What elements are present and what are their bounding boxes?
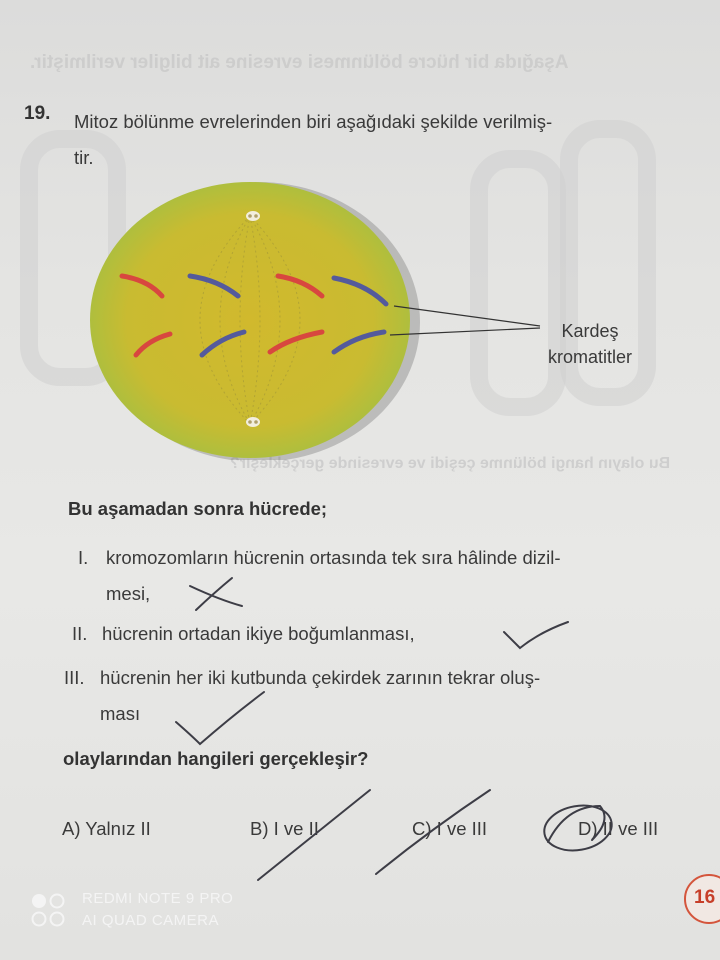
option-c[interactable]: C) I ve III [412, 818, 488, 839]
lead-text: Bu aşamadan sonra hücrede; [68, 498, 328, 519]
statement-text: mesi, [106, 583, 151, 604]
bleed-through-text: Aşağıda bir hücre bölünmesi evresine ait bilgiler verilmiştir. [30, 52, 569, 73]
statement-2 [72, 616, 415, 652]
statement-text: hücrenin her iki kutbunda çekirdek zarının tekrar oluş- [100, 667, 541, 688]
question-text-line: Mitoz bölünme evrelerinden biri aşağıdaki şekilde verilmiş- [74, 111, 553, 132]
question-prompt: olaylarından hangileri gerçekleşir? [63, 748, 369, 769]
check-mark [504, 622, 568, 648]
watermark-line: REDMI NOTE 9 PRO [82, 890, 234, 907]
label-line: Kardeş [561, 321, 619, 341]
statement-text: ması [100, 703, 141, 724]
statement-text: kromozomların hücrenin ortasında tek sıra hâlinde dizil- [106, 547, 561, 568]
camera-lens-icon [30, 892, 70, 928]
centriole-bottom [246, 417, 260, 427]
question-text-line: tir. [74, 147, 94, 168]
statement-1 [78, 540, 561, 612]
centriole-top [246, 211, 260, 221]
question-number: 19. [24, 103, 51, 124]
label-line: kromatitler [547, 347, 632, 367]
statement-number: III. [64, 667, 85, 688]
statement-3 [64, 660, 540, 732]
bleed-through-text: Bu olayın hangi bölünme çeşidi ve evresinde gerçekleşir? [230, 455, 671, 472]
page-number: 16 [684, 874, 720, 924]
option-b[interactable]: B) I ve II [250, 818, 319, 839]
statement-text: hücrenin ortadan ikiye boğumlanması, [102, 623, 415, 644]
statement-number: I. [78, 547, 89, 568]
question-text [74, 104, 694, 176]
option-d[interactable]: D) II ve III [578, 818, 659, 839]
statement-number: II. [72, 623, 88, 644]
option-a[interactable]: A) Yalnız II [62, 818, 151, 839]
sister-chromatids-label [530, 318, 650, 370]
watermark-line: AI QUAD CAMERA [82, 912, 220, 929]
cell-body [90, 182, 410, 458]
